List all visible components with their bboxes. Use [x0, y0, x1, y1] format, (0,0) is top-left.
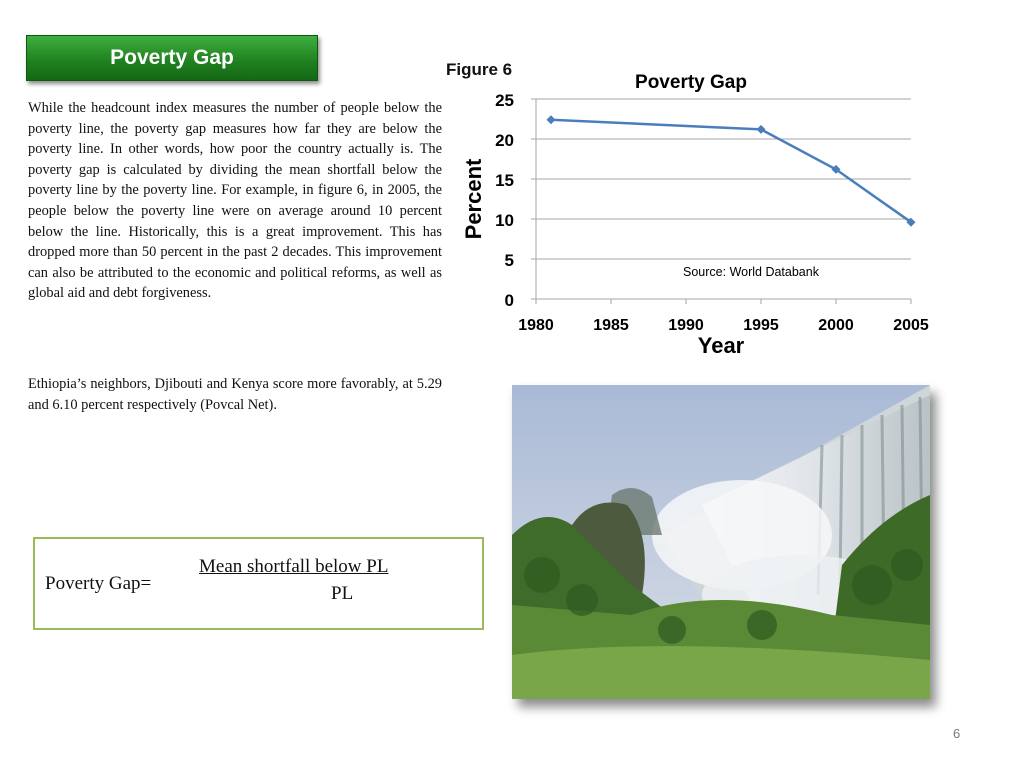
source-annotation: Source: World Databank — [683, 265, 819, 279]
formula-box — [33, 537, 484, 630]
formula-denominator: PL — [331, 583, 354, 604]
x-tick-label: 2000 — [818, 317, 854, 334]
formula-numerator: Mean shortfall below PL — [199, 556, 389, 577]
x-tick-label: 1985 — [593, 317, 629, 334]
x-tick-label: 1995 — [743, 317, 779, 334]
x-tick-label: 1990 — [668, 317, 704, 334]
slide-title-box — [26, 35, 318, 81]
formula-label: Poverty Gap= — [45, 573, 152, 594]
y-tick-label: 25 — [495, 91, 514, 110]
y-tick-label: 0 — [504, 291, 514, 310]
y-tick-label: 5 — [504, 251, 514, 270]
data-point — [757, 125, 766, 134]
y-axis-label: Percent — [461, 158, 486, 240]
x-tick-label: 1980 — [518, 317, 554, 334]
body-paragraph-1: While the headcount index measures the number of people below the poverty line, the poverty gap measures how far they are below the poverty line. In other words, how poor the country actually is. The poverty gap is calculated by dividing the mean shortfall below the poverty line by the poverty line. For example, in figure 6, in 2005, the people below the poverty line were on average around 10 percent below the line. Historically, this is a great improvement. This has dropped more than 50 percent in the past 2 decades. This improvement can also be attributed to the economic and political reforms, as well as global aid and debt forgiveness. — [28, 100, 442, 302]
figure-label: Figure 6 — [446, 60, 513, 79]
data-point — [547, 115, 556, 124]
body-paragraph-2: Ethiopia’s neighbors, Djibouti and Kenya score more favorably, at 5.29 and 6.10 percent respectively (Povcal Net). — [28, 376, 442, 413]
y-tick-label: 20 — [495, 131, 514, 150]
waterfall-image — [512, 385, 930, 699]
x-axis-label: Year — [697, 333, 745, 358]
waterfall-photo — [512, 385, 930, 699]
page-number: 6 — [953, 726, 961, 741]
x-tick-label: 2005 — [893, 317, 929, 334]
slide-title: Poverty Gap — [110, 46, 234, 69]
series-line — [551, 120, 911, 222]
poverty-gap-chart — [450, 60, 940, 360]
y-tick-label: 15 — [495, 171, 514, 190]
y-tick-label: 10 — [495, 211, 514, 230]
chart-title: Poverty Gap — [635, 72, 747, 93]
